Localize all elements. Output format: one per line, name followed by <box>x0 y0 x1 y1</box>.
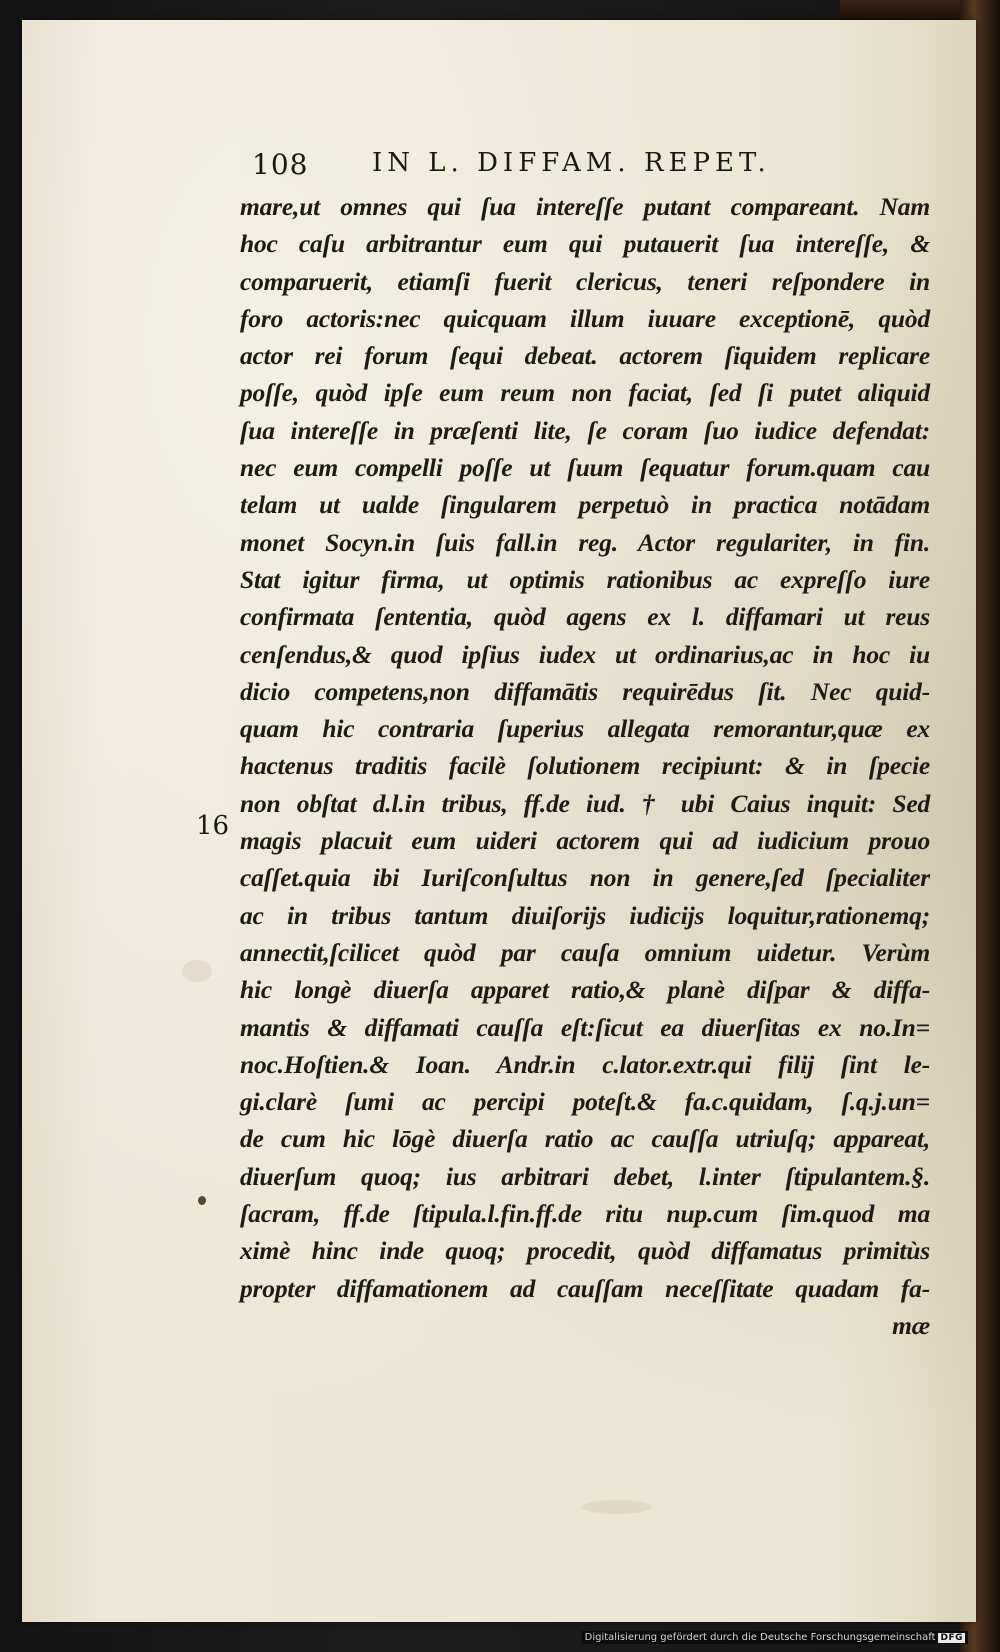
text-line: noc.Hoſtien.& Ioan. Andr.in c.lator.extr.qui filij ſint le- <box>240 1049 930 1079</box>
text-line: monet Socyn.in ſuis fall.in reg. Actor regulariter, in fin. <box>240 527 930 557</box>
text-line: hoc caſu arbitrantur eum qui putauerit ſua intereſſe, & <box>240 229 930 259</box>
text-line: non obſtat d.l.in tribus, ff.de iud. † ubi Caius inquit: Sed <box>240 788 930 818</box>
text-line: actor rei forum ſequi debeat. actorem ſiquidem replicare <box>240 341 930 371</box>
text-line: gi.clarè ſumi ac percipi poteſt.& fa.c.quidam, ſ.q.j.un= <box>240 1087 930 1117</box>
text-line: de cum hic lōgè diuerſa ratio ac cauſſa utriuſq; appareat, <box>240 1124 930 1154</box>
text-line: nec eum compelli poſſe ut ſuum ſequatur forum.quam cau <box>240 453 930 483</box>
book-cover-edge-top <box>840 0 960 22</box>
text-line: ſua intereſſe in præſenti lite, ſe coram ſuo iudice defendat: <box>240 415 930 445</box>
text-line: Stat igitur firma, ut optimis rationibus ac expreſſo iure <box>240 564 930 594</box>
text-line: confirmata ſententia, quòd agens ex l. diffamari ut reus <box>240 602 930 632</box>
text-line: poſſe, quòd ipſe eum reum non faciat, ſed ſi putet aliquid <box>240 378 930 408</box>
text-line: cenſendus,& quod ipſius iudex ut ordinarius,ac in hoc iu <box>240 639 930 669</box>
text-line: propter diffamationem ad cauſſam neceſſitate quadam fa- <box>240 1273 930 1303</box>
digitization-credit <box>582 1631 968 1644</box>
text-line: comparuerit, etiamſi fuerit clericus, teneri reſpondere in <box>240 266 930 296</box>
text-line: mantis & diffamati cauſſa eſt:ſicut ea diuerſitas ex no.In= <box>240 1012 930 1042</box>
running-head <box>230 148 950 184</box>
paper-stain <box>182 960 212 982</box>
text-line: magis placuit eum uideri actorem qui ad iudicium prouo <box>240 826 930 856</box>
page-number: 108 <box>252 148 309 181</box>
text-line: caſſet.quia ibi Iuriſconſultus non in genere,ſed ſpecialiter <box>240 863 930 893</box>
catchword: mæ <box>892 1310 930 1340</box>
text-line: dicio competens,non diffamātis requirēdus ſit. Nec quid- <box>240 676 930 706</box>
text-line: ac in tribus tantum diuiſorijs iudicijs loquitur,rationemq; <box>240 900 930 930</box>
dfg-logo: DFG <box>940 1632 963 1643</box>
text-line: hic longè diuerſa apparet ratio,& planè diſpar & diffa- <box>240 975 930 1005</box>
text-line: ſacram, ff.de ſtipula.l.fin.ff.de ritu nup.cum ſim.quod ma <box>240 1199 930 1229</box>
text-line: telam ut ualde ſingularem perpetuò in practica notādam <box>240 490 930 520</box>
text-line: quam hic contraria ſuperius allegata remorantur,quæ ex <box>240 714 930 744</box>
text-line: diuerſum quoq; ius arbitrari debet, l.inter ſtipulantem.§. <box>240 1161 930 1191</box>
text-line: foro actoris:nec quicquam illum iuuare exceptionē, quòd <box>240 303 930 333</box>
running-title: IN L. DIFFAM. REPET. <box>372 148 771 178</box>
text-line: annectit,ſcilicet quòd par cauſa omnium uidetur. Verùm <box>240 937 930 967</box>
text-line: hactenus traditis facilè ſolutionem recipiunt: & in ſpecie <box>240 751 930 781</box>
margin-ink-mark <box>198 1196 206 1205</box>
paper-stain <box>582 1500 652 1514</box>
text-line: mare,ut omnes qui ſua intereſſe putant compareant. Nam <box>240 192 930 221</box>
body-text <box>240 188 930 1344</box>
margin-section-number: 16 <box>196 811 230 841</box>
credit-text: Digitalisierung gefördert durch die Deutsche Forschungsgemeinschaft <box>584 1632 936 1643</box>
text-line: ximè hinc inde quoq; procedit, quòd diffamatus primitùs <box>240 1236 930 1266</box>
